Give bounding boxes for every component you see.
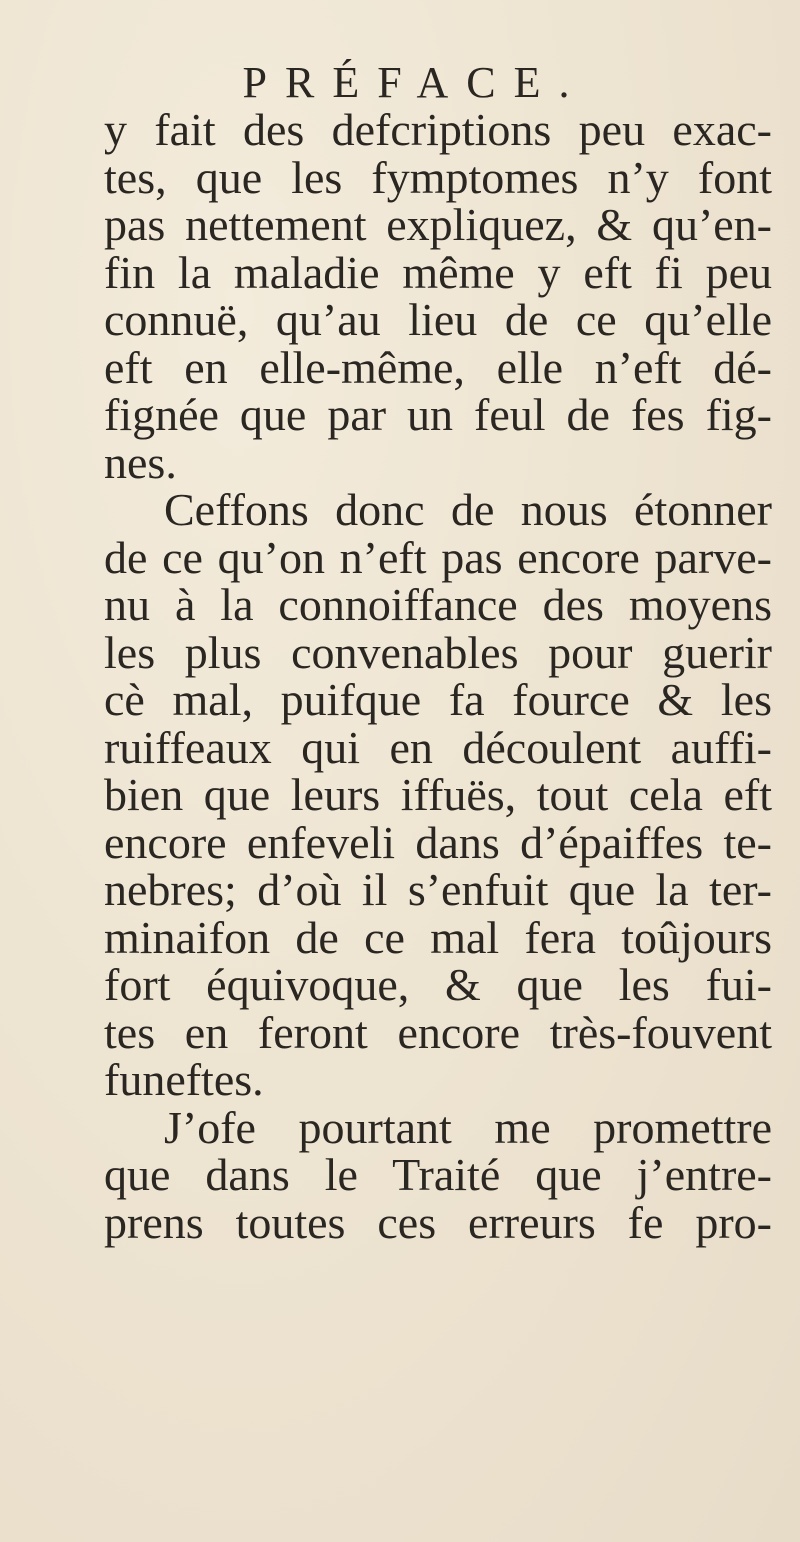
text-line: tes en feront encore très-fouvent	[104, 1006, 772, 1058]
text-line: les plus convenables pour guerir	[104, 626, 772, 678]
text-line: bien que leurs iffuës, tout cela eft	[104, 769, 772, 820]
text-line: encore enfeveli dans d’épaiffes te-	[104, 816, 772, 868]
text-line: minaifon de ce mal fera toûjours	[104, 911, 772, 963]
body-text	[104, 106, 772, 1246]
text-line: que dans le Traité que j’entre-	[104, 1149, 772, 1200]
text-line: connuë, qu’au lieu de ce qu’elle	[104, 294, 772, 345]
text-line: fort équivoque, & que les fui-	[104, 959, 772, 1010]
text-line: pas nettement expliquez, & qu’en-	[104, 199, 772, 250]
text-line: ruiffeaux qui en découlent auffi-	[104, 721, 772, 773]
text-line: cè mal, puifque fa fource & les	[104, 674, 772, 725]
text-line: nes.	[104, 436, 177, 488]
text-line: fignée que par un feul de fes fig-	[104, 389, 772, 440]
text-line: tes, que les fymptomes n’y font	[104, 151, 772, 203]
text-line: funeftes.	[104, 1054, 264, 1105]
text-line: fin la maladie même y eft fi peu	[104, 246, 772, 298]
text-line: Ceffons donc de nous étonner	[164, 484, 772, 535]
text-line: J’ofe pourtant me promettre	[164, 1101, 772, 1153]
text-line: nebres; d’où il s’enfuit que la ter-	[104, 864, 772, 915]
running-head-title: PRÉFACE.	[242, 58, 588, 107]
text-line: nu à la connoiffance des moyens	[104, 579, 772, 630]
text-line: prens toutes ces erreurs fe pro-	[104, 1196, 772, 1248]
text-line: de ce qu’on n’eft pas encore parve-	[104, 531, 772, 583]
text-line: eft en elle-même, elle n’eft dé-	[104, 341, 772, 393]
text-line: y fait des defcriptions peu exac-	[104, 104, 772, 155]
